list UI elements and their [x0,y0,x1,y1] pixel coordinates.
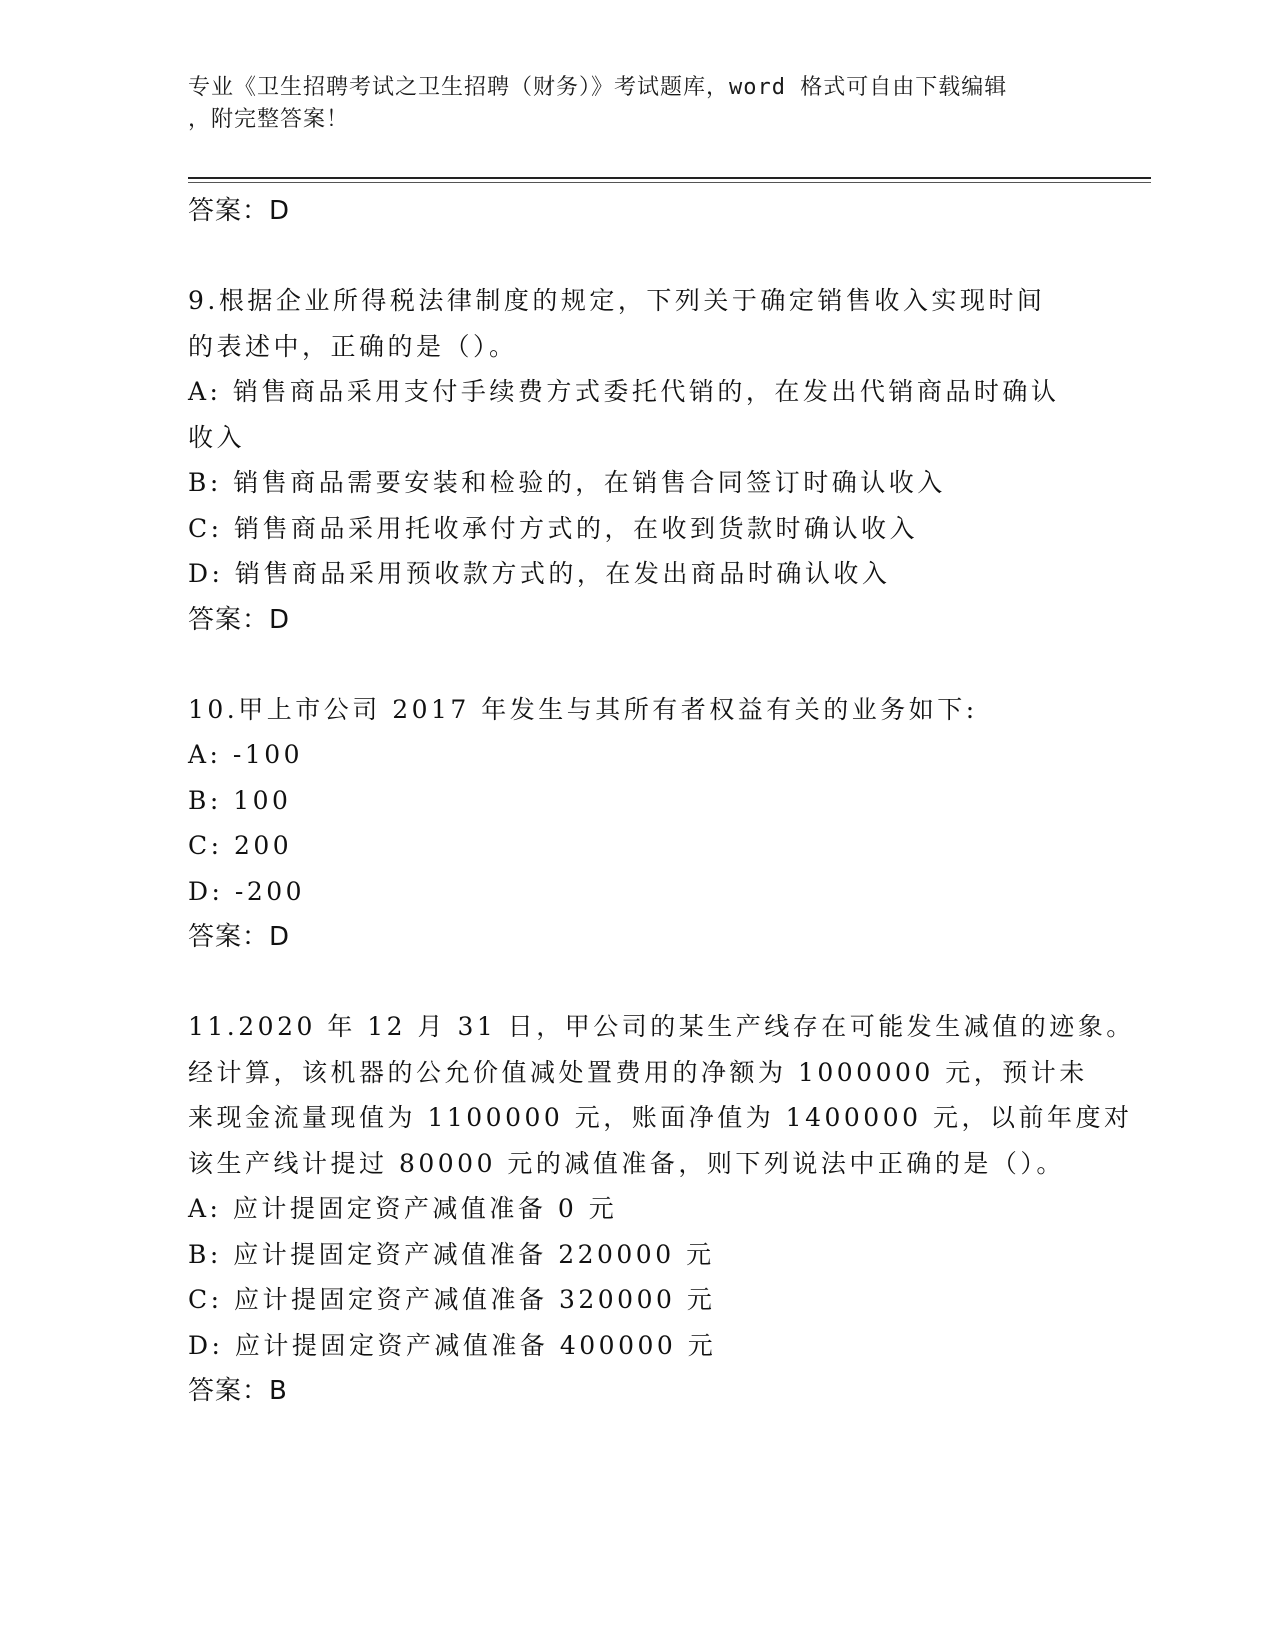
option-c: C: 应计提固定资产减值准备 320000 元 [188,1285,716,1314]
question-text: 10.甲上市公司 2017 年发生与其所有者权益有关的业务如下: [188,694,978,724]
question-text: 11.2020 年 12 月 31 日，甲公司的某生产线存在可能发生减值的迹象。 [188,1012,1135,1041]
header-divider-thin [188,182,1151,183]
option-a: A: -100 [188,740,304,769]
question-9 [188,278,1088,643]
answer-line: 答案：D [188,604,291,635]
question-text: 来现金流量现值为 1100000 元，账面净值为 1400000 元，以前年度对 [188,1103,1133,1132]
answer-line: 答案：B [188,1376,288,1406]
question-10 [188,687,1088,961]
header-divider [188,177,1151,179]
question-text: 经计算，该机器的公允价值减处置费用的净额为 1000000 元，预计未 [188,1057,1088,1087]
option-a-continued: 收入 [188,422,246,452]
option-d: D: 应计提固定资产减值准备 400000 元 [188,1330,717,1360]
header-line: ，附完整答案！ [188,107,350,132]
header-line: 专业《卫生招聘考试之卫生招聘（财务）》考试题库，word 格式可自由下载编辑 [188,75,1008,100]
option-c: C: 200 [188,831,293,860]
option-d: D: 销售商品采用预收款方式的，在发出商品时确认收入 [188,559,891,588]
option-d: D: -200 [188,876,306,906]
question-text: 9.根据企业所得税法律制度的规定，下列关于确定销售收入实现时间 [188,286,1046,315]
question-text: 的表述中，正确的是（）。 [188,331,518,361]
option-b: B: 销售商品需要安装和检验的，在销售合同签订时确认收入 [188,468,946,497]
option-a: A: 应计提固定资产减值准备 0 元 [188,1194,618,1223]
option-c: C: 销售商品采用托收承付方式的，在收到货款时确认收入 [188,513,919,543]
document-body [188,188,1135,1414]
option-b: B: 应计提固定资产减值准备 220000 元 [188,1239,715,1269]
option-b: B: 100 [188,785,292,815]
question-11 [188,1004,1135,1414]
answer-line: 答案：D [188,922,291,952]
document-header [188,72,1088,136]
answer-line: 答案：D [188,196,291,226]
option-a: A: 销售商品采用支付手续费方式委托代销的，在发出代销商品时确认 [188,377,1060,406]
question-text: 该生产线计提过 80000 元的减值准备，则下列说法中正确的是（）。 [188,1148,1065,1178]
